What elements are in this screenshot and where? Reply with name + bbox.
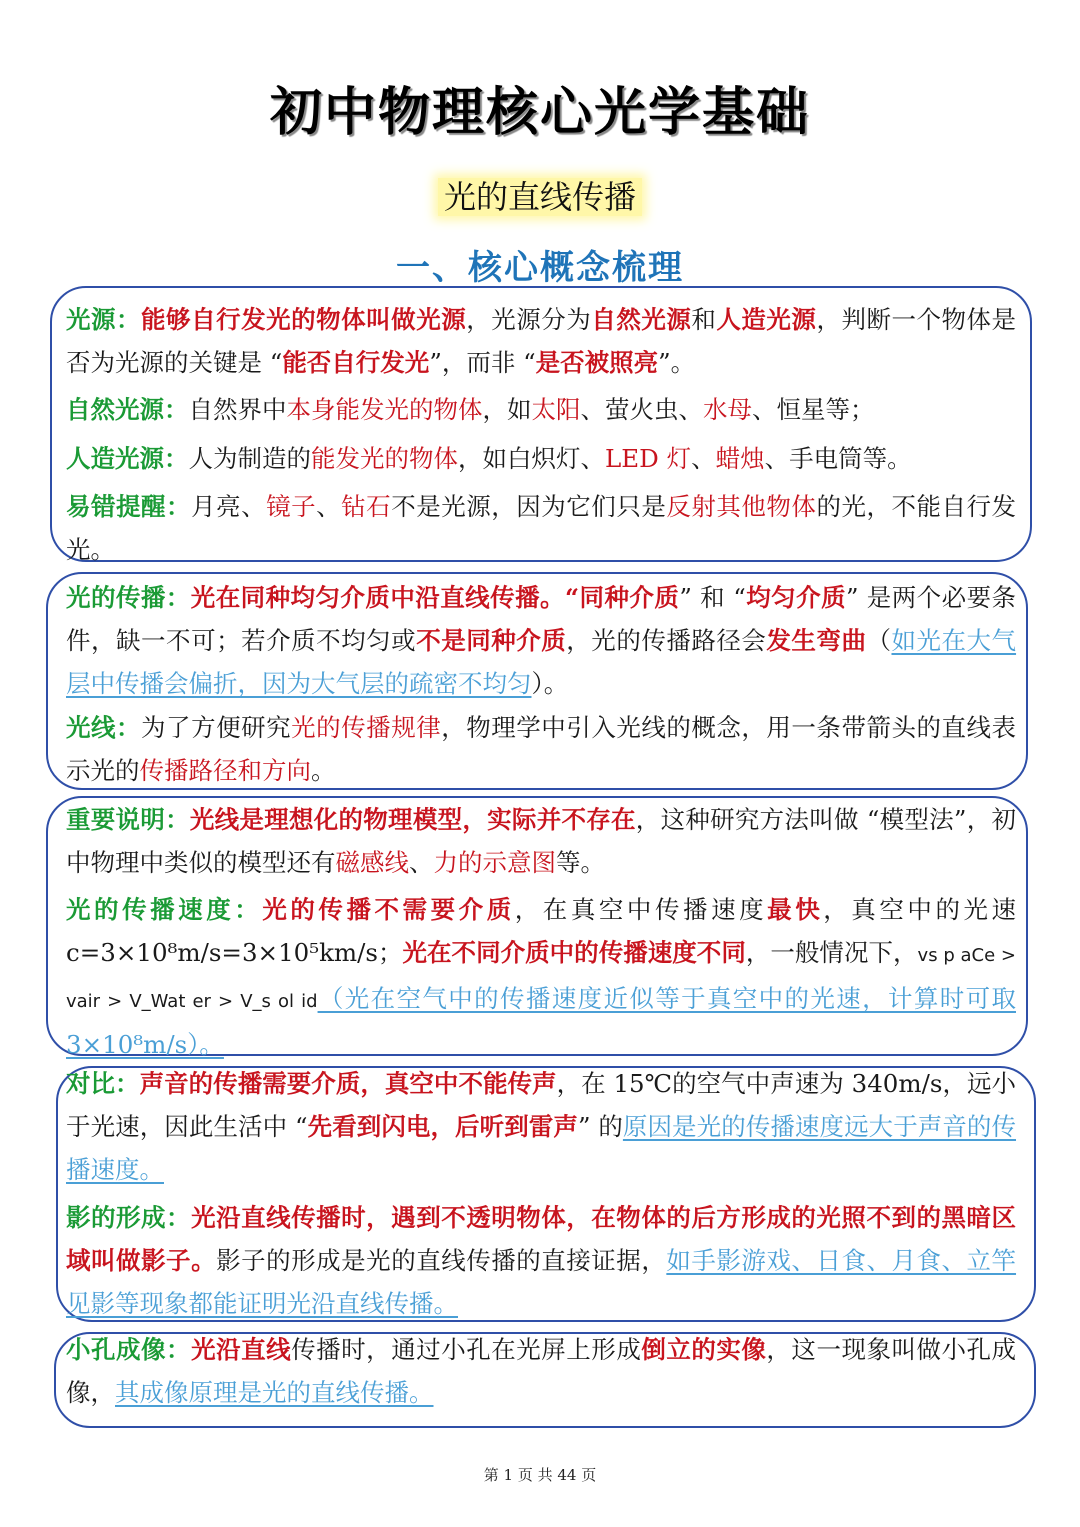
emphasis-text: LED 灯 [605,444,692,473]
term-label: 光源： [66,305,142,334]
term-label: 光的传播速度： [66,895,263,924]
emphasis-text: 先看到闪电，后听到雷声 [307,1112,578,1141]
body-text: ，在真空中传播速度 [514,895,768,924]
body-text: ）。 [531,669,569,698]
emphasis-text: 太阳 [531,395,581,424]
body-text: 自然界中 [188,395,287,424]
body-text: 、萤火虫、 [580,395,703,424]
emphasis-text: 传播路径和方向 [139,756,311,785]
definition-text: 光的传播不需要介质 [262,895,515,924]
emphasis-text: 镜子 [266,492,317,521]
body-text: 、 [691,444,716,473]
term-label: 人造光源： [66,444,189,473]
body-text: 和 [691,305,717,334]
paragraph-shadow-formation [66,1196,1016,1325]
term-label: 重要说明： [66,805,190,834]
body-text: 月亮、 [191,492,267,521]
body-text: ”，而非 “ [429,348,536,377]
term-label: 小孔成像： [66,1335,192,1364]
emphasis-text: 本身能发光的物体 [286,395,483,424]
emphasis-text: 是否被照亮 [535,348,659,377]
body-text: ” 和 “ [679,583,746,612]
term-label: 光的传播： [66,583,191,612]
definition-text: 声音的传播需要介质，真空中不能传声 [139,1069,557,1098]
emphasis-text: 人造光源 [716,305,817,334]
paragraph-light-speed [66,888,1016,1066]
body-text: 人为制造的 [188,444,311,473]
paragraph-light-propagation [66,576,1016,705]
body-text: ，物理学中引入光线的概念，用一条带箭头的直线表示光的 [66,713,1017,785]
body-text: ” 的 [577,1112,623,1141]
definition-text: 能够自行发光的物体叫做光源 [141,305,467,334]
body-text: ，如 [482,395,532,424]
paragraph-light-source [66,298,1016,384]
definition-text: 光线是理想化的物理模型，实际并不存在 [189,805,636,834]
body-text: ，一般情况下， [745,938,918,967]
body-text: 、 [409,848,434,877]
definition-text: 光在同种均匀介质中沿直线传播。 [190,583,565,612]
emphasis-text: 不是同种介质 [416,626,567,655]
emphasis-text: 磁感线 [335,848,409,877]
section-title-text: 光的直线传播 [438,178,642,216]
term-label: 影的形成： [66,1203,192,1232]
paragraph-important-note [66,798,1016,884]
emphasis-text: 同种介质 [579,583,680,612]
body-text: ，光源分为 [466,305,592,334]
speed-comparison: vs p aCe > vair > V_Wat er > V_s ol id [66,945,1016,1012]
emphasis-text: 光的传播规律 [291,713,442,742]
body-text: 、 [316,492,342,521]
note-text: 如光在大气层中传播会偏折，因为大气层的疏密不均匀 [66,626,1017,698]
body-text: ” 是两个必要条件，缺一不可；若介质不均匀或 [66,583,1017,655]
page-number: 第 1 页 共 44 页 [483,1466,597,1484]
paragraph-light-ray [66,706,1016,792]
body-text: ，判断一个物体是否为光源的关键是 “ [66,305,1017,377]
body-text: ，真空中的光速 c=3×10⁸m/s=3×10⁵km/s； [66,895,1017,967]
body-text: 、恒星等； [752,395,875,424]
term-label: 光线： [66,713,142,742]
term-label: 易错提醒： [66,492,192,521]
body-text: 影子的形成是光的直线传播的直接证据， [216,1246,667,1275]
emphasis-text: 蜡烛 [715,444,765,473]
emphasis-text: 光在不同介质中的传播速度不同 [402,938,746,967]
body-text: ，这一现象叫做小孔成像， [66,1335,1017,1407]
paragraph-pinhole-imaging [66,1328,1016,1414]
paragraph-artificial-source [66,437,1016,480]
body-text: （ [866,626,892,655]
body-text: 不是光源，因为它们只是 [391,492,667,521]
body-text: ，如白炽灯、 [458,444,605,473]
definition-text: 光沿直线传播时，遇到不透明物体，在物体的后方形成的光照不到的黑暗区域叫做影子。 [66,1203,1017,1275]
paragraph-common-mistake [66,485,1016,571]
paragraph-sound-comparison [66,1062,1016,1191]
emphasis-text: 水母 [703,395,752,424]
term-label: 对比： [66,1069,140,1098]
term-label: 自然光源： [66,395,189,424]
quote-mark: “ [564,583,580,612]
body-text: 。 [311,756,336,785]
paragraph-natural-source [66,388,1016,431]
body-text: ，在 15℃的空气中声速为 340m/s，远小于光速，因此生活中 “ [66,1069,1017,1141]
emphasis-text: 自然光源 [591,305,692,334]
body-text: 等。 [556,848,605,877]
emphasis-text: 发生弯曲 [766,626,867,655]
body-text: 的光，不能自行发光。 [66,492,1017,564]
body-text: 、手电筒等。 [764,444,912,473]
body-text: 传播时，通过小孔在光屏上形成 [291,1335,642,1364]
subsection-title: 一、核心概念梳理 [396,248,684,288]
body-text: ，光的传播路径会 [566,626,767,655]
emphasis-text: 反射其他物体 [666,492,817,521]
body-text: ，这种研究方法叫做 “模型法”，初中物理中类似的模型还有 [66,805,1017,877]
body-text: ”。 [658,348,696,377]
body-text: 为了方便研究 [141,713,292,742]
emphasis-text: 最快 [767,895,824,924]
note-text: 其成像原理是光的直线传播。 [115,1378,434,1407]
note-text: 如手影游戏、日食、月食、立竿见影等现象都能证明光沿直线传播。 [66,1246,1017,1318]
section-title [0,172,1080,218]
emphasis-text: 光沿直线 [191,1335,292,1364]
emphasis-text: 能否自行发光 [282,348,430,377]
emphasis-text: 力的示意图 [433,848,556,877]
emphasis-text: 能发光的物体 [311,444,458,473]
emphasis-text: 均匀介质 [745,583,847,612]
document-title: 初中物理核心光学基础 [269,83,810,143]
emphasis-text: 倒立的实像 [641,1335,767,1364]
note-text: 原因是光的传播速度远大于声音的传播速度。 [66,1112,1017,1184]
emphasis-text: 钻石 [341,492,392,521]
note-text: （光在空气中的传播速度近似等于真空中的光速，计算时可取 3×10⁸m/s）。 [66,984,1016,1059]
